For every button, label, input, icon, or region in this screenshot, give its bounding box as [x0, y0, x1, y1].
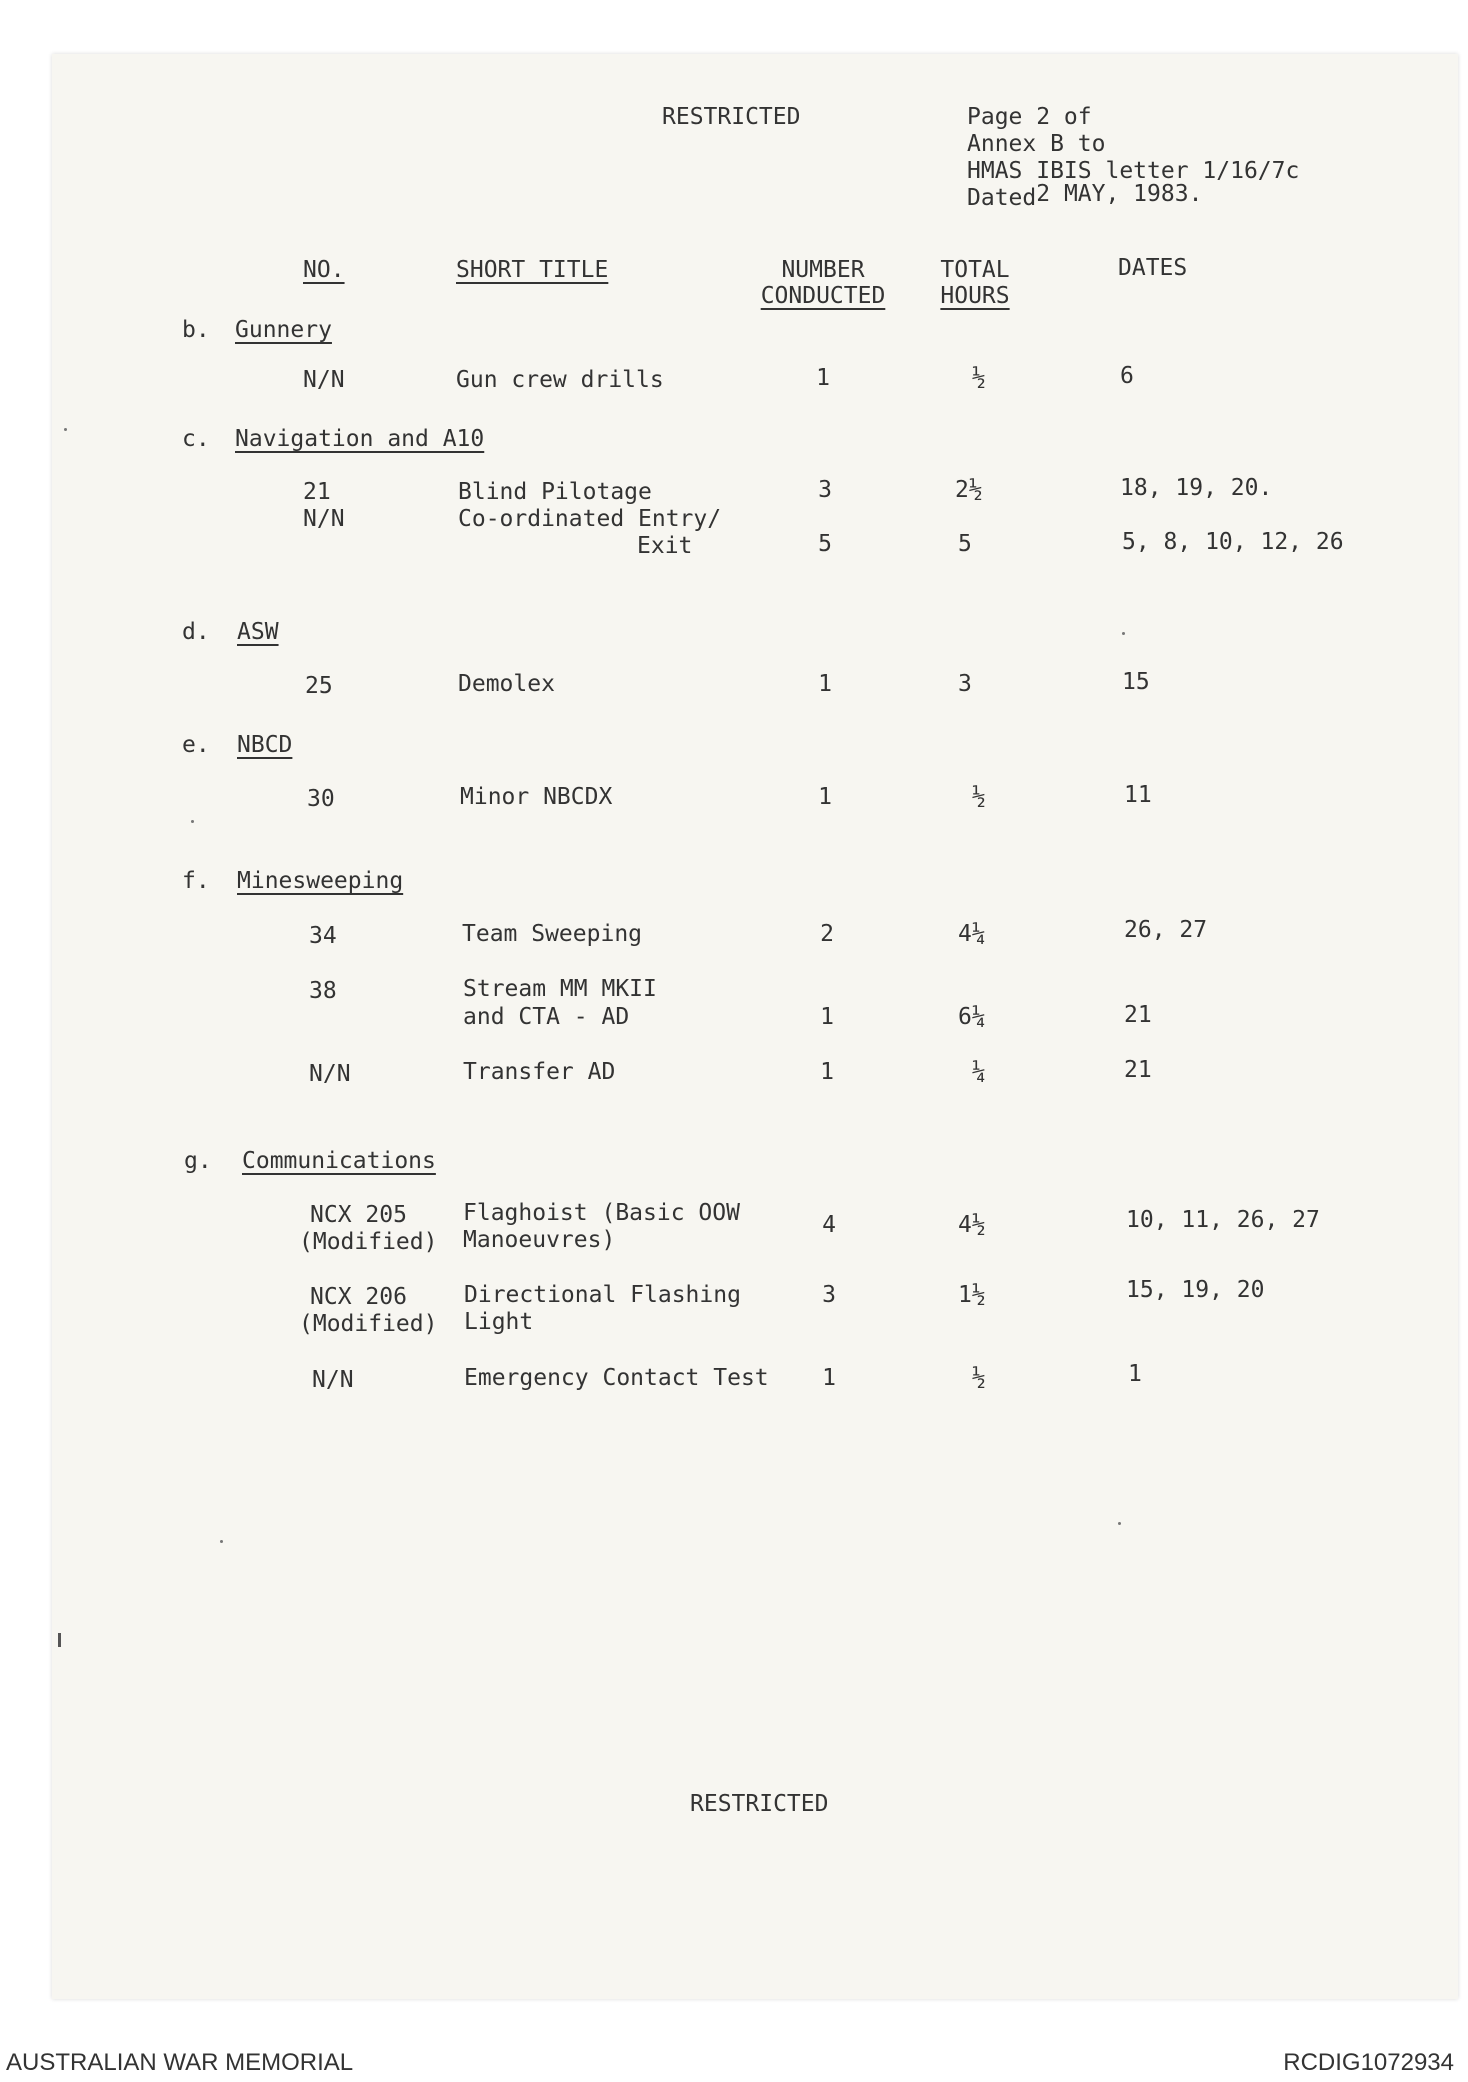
section-title: Navigation and A10: [235, 426, 485, 452]
row-title-cont: Light: [464, 1309, 534, 1335]
row-number: 1: [820, 1059, 834, 1085]
row-hours: 6¼: [958, 1004, 986, 1030]
row-dates: 21: [1124, 1002, 1152, 1028]
scan-mark: [58, 1633, 61, 1647]
scan-speck: [1118, 1522, 1121, 1525]
row-title-cont: and CTA - AD: [463, 1004, 630, 1030]
col-header-dates: DATES: [1118, 255, 1188, 281]
row-title: Demolex: [458, 671, 555, 697]
archive-label: AUSTRALIAN WAR MEMORIAL: [6, 2049, 354, 2076]
ref-line-dated: Dated2 MAY, 1983.: [967, 181, 1203, 211]
row-hours: 2½: [955, 477, 983, 503]
row-hours: ½: [972, 365, 986, 391]
section-title: Gunnery: [235, 317, 332, 343]
row-number: 1: [820, 1004, 834, 1030]
scan-speck: [220, 1540, 223, 1543]
row-title-cont: Manoeuvres): [463, 1227, 616, 1253]
row-hours: 1½: [958, 1282, 986, 1308]
row-title-cont: Exit: [637, 533, 693, 559]
row-no-cont: (Modified): [299, 1229, 438, 1255]
row-number: 3: [822, 1282, 836, 1308]
row-no: 21: [303, 479, 331, 505]
col-header-hours-l1: TOTAL: [940, 257, 1010, 283]
row-dates: 15: [1122, 669, 1150, 695]
row-title: Co-ordinated Entry/: [458, 506, 722, 532]
row-number: 1: [818, 671, 832, 697]
row-hours: ¼: [972, 1059, 986, 1085]
row-title: Directional Flashing: [464, 1282, 741, 1308]
ref-line-letter: HMAS IBIS letter 1/16/7c: [967, 158, 1300, 184]
row-no: 25: [305, 673, 333, 699]
col-header-no: NO.: [303, 257, 345, 283]
row-hours: 4¼: [958, 921, 986, 947]
col-header-number-l1: NUMBER: [781, 257, 865, 283]
row-no: N/N: [309, 1061, 351, 1087]
row-number: 1: [818, 784, 832, 810]
ref-line-page: Page 2 of: [967, 104, 1092, 130]
row-number: 2: [820, 921, 834, 947]
section-title: NBCD: [237, 732, 293, 758]
row-number: 5: [818, 531, 832, 557]
section-letter: f.: [182, 868, 210, 894]
scan-speck: [1122, 632, 1125, 635]
row-dates: 26, 27: [1124, 917, 1208, 943]
row-dates: 5, 8, 10, 12, 26: [1122, 529, 1344, 555]
section-letter: e.: [182, 732, 210, 758]
row-dates: 11: [1124, 782, 1152, 808]
row-number: 3: [818, 477, 832, 503]
row-dates: 21: [1124, 1057, 1152, 1083]
row-number: 1: [822, 1365, 836, 1391]
row-no: NCX 206: [310, 1284, 407, 1310]
row-dates: 10, 11, 26, 27: [1126, 1207, 1320, 1233]
row-hours: 4½: [958, 1212, 986, 1238]
section-letter: g.: [184, 1148, 212, 1174]
row-dates: 6: [1120, 363, 1134, 389]
row-dates: 18, 19, 20.: [1120, 475, 1273, 501]
row-no: 38: [309, 978, 337, 1004]
section-title: ASW: [237, 619, 279, 645]
section-letter: c.: [182, 426, 210, 452]
row-title: Team Sweeping: [462, 921, 643, 947]
row-hours: 5: [958, 531, 972, 557]
row-title: Gun crew drills: [456, 367, 664, 393]
row-number: 1: [816, 365, 830, 391]
row-dates: 1: [1128, 1361, 1142, 1387]
ref-line-annex: Annex B to: [967, 131, 1106, 157]
row-title: Flaghoist (Basic OOW: [463, 1200, 740, 1226]
scan-speck: [64, 428, 67, 431]
row-dates: 15, 19, 20: [1126, 1277, 1265, 1303]
row-title: Blind Pilotage: [458, 479, 652, 505]
archive-id: RCDIG1072934: [1283, 2049, 1454, 2076]
row-hours: ½: [972, 1365, 986, 1391]
section-letter: d.: [182, 619, 210, 645]
row-number: 4: [822, 1212, 836, 1238]
section-letter: b.: [182, 317, 210, 343]
row-no: 34: [309, 923, 337, 949]
row-no: N/N: [303, 506, 345, 532]
col-header-number-l2: CONDUCTED: [760, 283, 886, 309]
section-title: Communications: [242, 1148, 436, 1174]
row-no: N/N: [303, 367, 345, 393]
document-page: [52, 54, 1458, 1999]
classification-header: RESTRICTED: [662, 104, 801, 130]
section-title: Minesweeping: [237, 868, 404, 894]
col-header-short-title: SHORT TITLE: [456, 257, 609, 283]
row-no: NCX 205: [310, 1202, 407, 1228]
row-hours: ½: [972, 784, 986, 810]
classification-footer: RESTRICTED: [690, 1791, 829, 1817]
row-title: Minor NBCDX: [460, 784, 613, 810]
row-no: 30: [307, 786, 335, 812]
row-title: Transfer AD: [463, 1059, 616, 1085]
row-no-cont: (Modified): [299, 1311, 438, 1337]
row-hours: 3: [958, 671, 972, 697]
row-title: Emergency Contact Test: [464, 1365, 769, 1391]
scan-speck: [191, 820, 194, 823]
row-title: Stream MM MKII: [463, 976, 657, 1002]
col-header-hours-l2: HOURS: [940, 283, 1010, 309]
row-no: N/N: [312, 1367, 354, 1393]
